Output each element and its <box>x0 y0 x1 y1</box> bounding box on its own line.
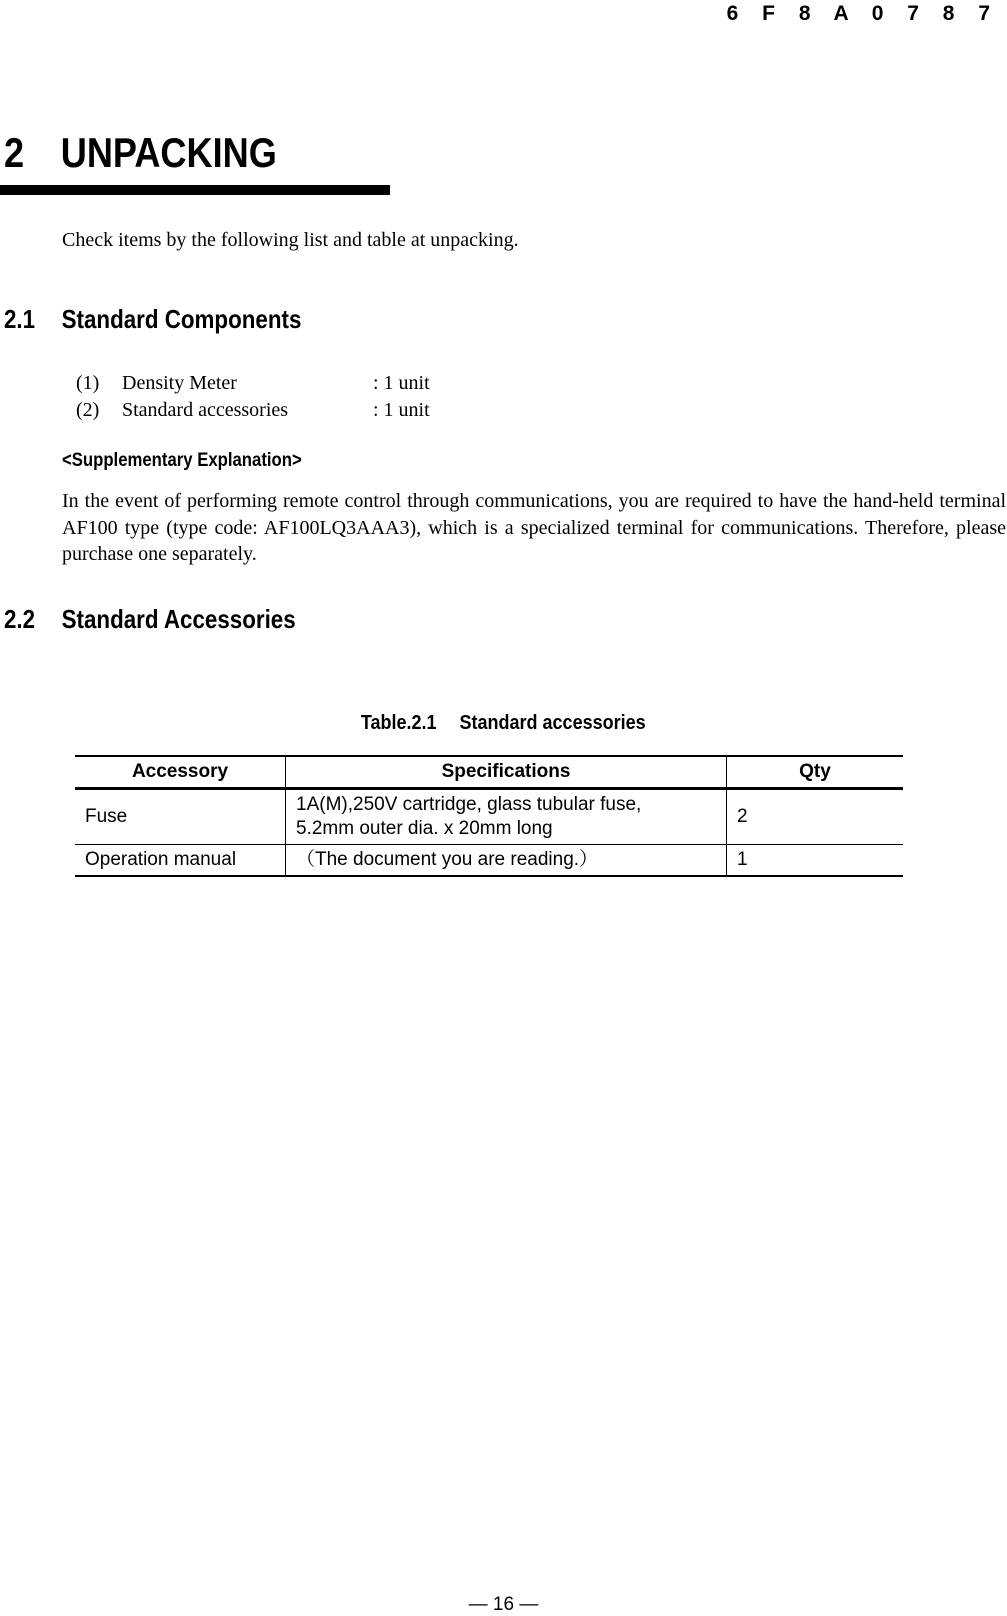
cell-specifications <box>286 789 727 845</box>
component-list <box>76 370 430 424</box>
section-title: Standard Components <box>61 304 302 334</box>
section-number: 2.2 <box>4 604 36 634</box>
chapter-number: 2 <box>4 129 25 176</box>
document-code: 6 F 8 A 0 7 8 7 <box>726 2 999 25</box>
accessories-table <box>75 755 903 877</box>
list-item <box>76 397 430 424</box>
section-heading-standard-components <box>4 303 301 335</box>
page-number: — 16 — <box>468 1594 539 1615</box>
list-item-qty: : 1 unit <box>373 399 430 421</box>
list-item-name: Standard accessories <box>122 399 289 421</box>
supplementary-paragraph: In the event of performing remote control through communications, you are required to have the hand-held terminal AF100 type (type code: AF100LQ3AAA3), which is a specialized terminal for communications. Therefore, please purchase one separately. <box>62 490 1006 565</box>
table-caption <box>0 711 1007 735</box>
section-number: 2.1 <box>4 304 36 334</box>
chapter-underline <box>0 185 390 195</box>
cell-qty: 1 <box>727 845 904 877</box>
spec-line: 5.2mm outer dia. x 20mm long <box>296 818 553 839</box>
table-header-row <box>75 756 903 789</box>
chapter-title-text: UNPACKING <box>60 129 277 176</box>
list-item-index: (2) <box>76 399 100 421</box>
section-heading-standard-accessories <box>4 603 296 635</box>
table-row <box>75 789 903 845</box>
spec-line: （The document you are reading.） <box>296 849 599 870</box>
list-item-name: Density Meter <box>122 372 237 394</box>
intro-paragraph: Check items by the following list and table at unpacking. <box>62 229 519 251</box>
cell-accessory: Operation manual <box>75 845 286 877</box>
cell-specifications <box>286 845 727 877</box>
header-specifications: Specifications <box>286 756 727 789</box>
section-title: Standard Accessories <box>61 604 296 634</box>
cell-qty: 2 <box>727 789 904 845</box>
spec-line: 1A(M),250V cartridge, glass tubular fuse, <box>296 794 642 815</box>
table-row <box>75 845 903 877</box>
table-caption-text: Table.2.1 Standard accessories <box>361 712 646 734</box>
chapter-title <box>4 128 277 178</box>
list-item-index: (1) <box>76 372 100 394</box>
header-accessory: Accessory <box>75 756 286 789</box>
list-item <box>76 370 430 397</box>
cell-accessory: Fuse <box>75 789 286 845</box>
supplementary-heading: <Supplementary Explanation> <box>62 450 302 471</box>
list-item-qty: : 1 unit <box>373 372 430 394</box>
header-qty: Qty <box>727 756 904 789</box>
